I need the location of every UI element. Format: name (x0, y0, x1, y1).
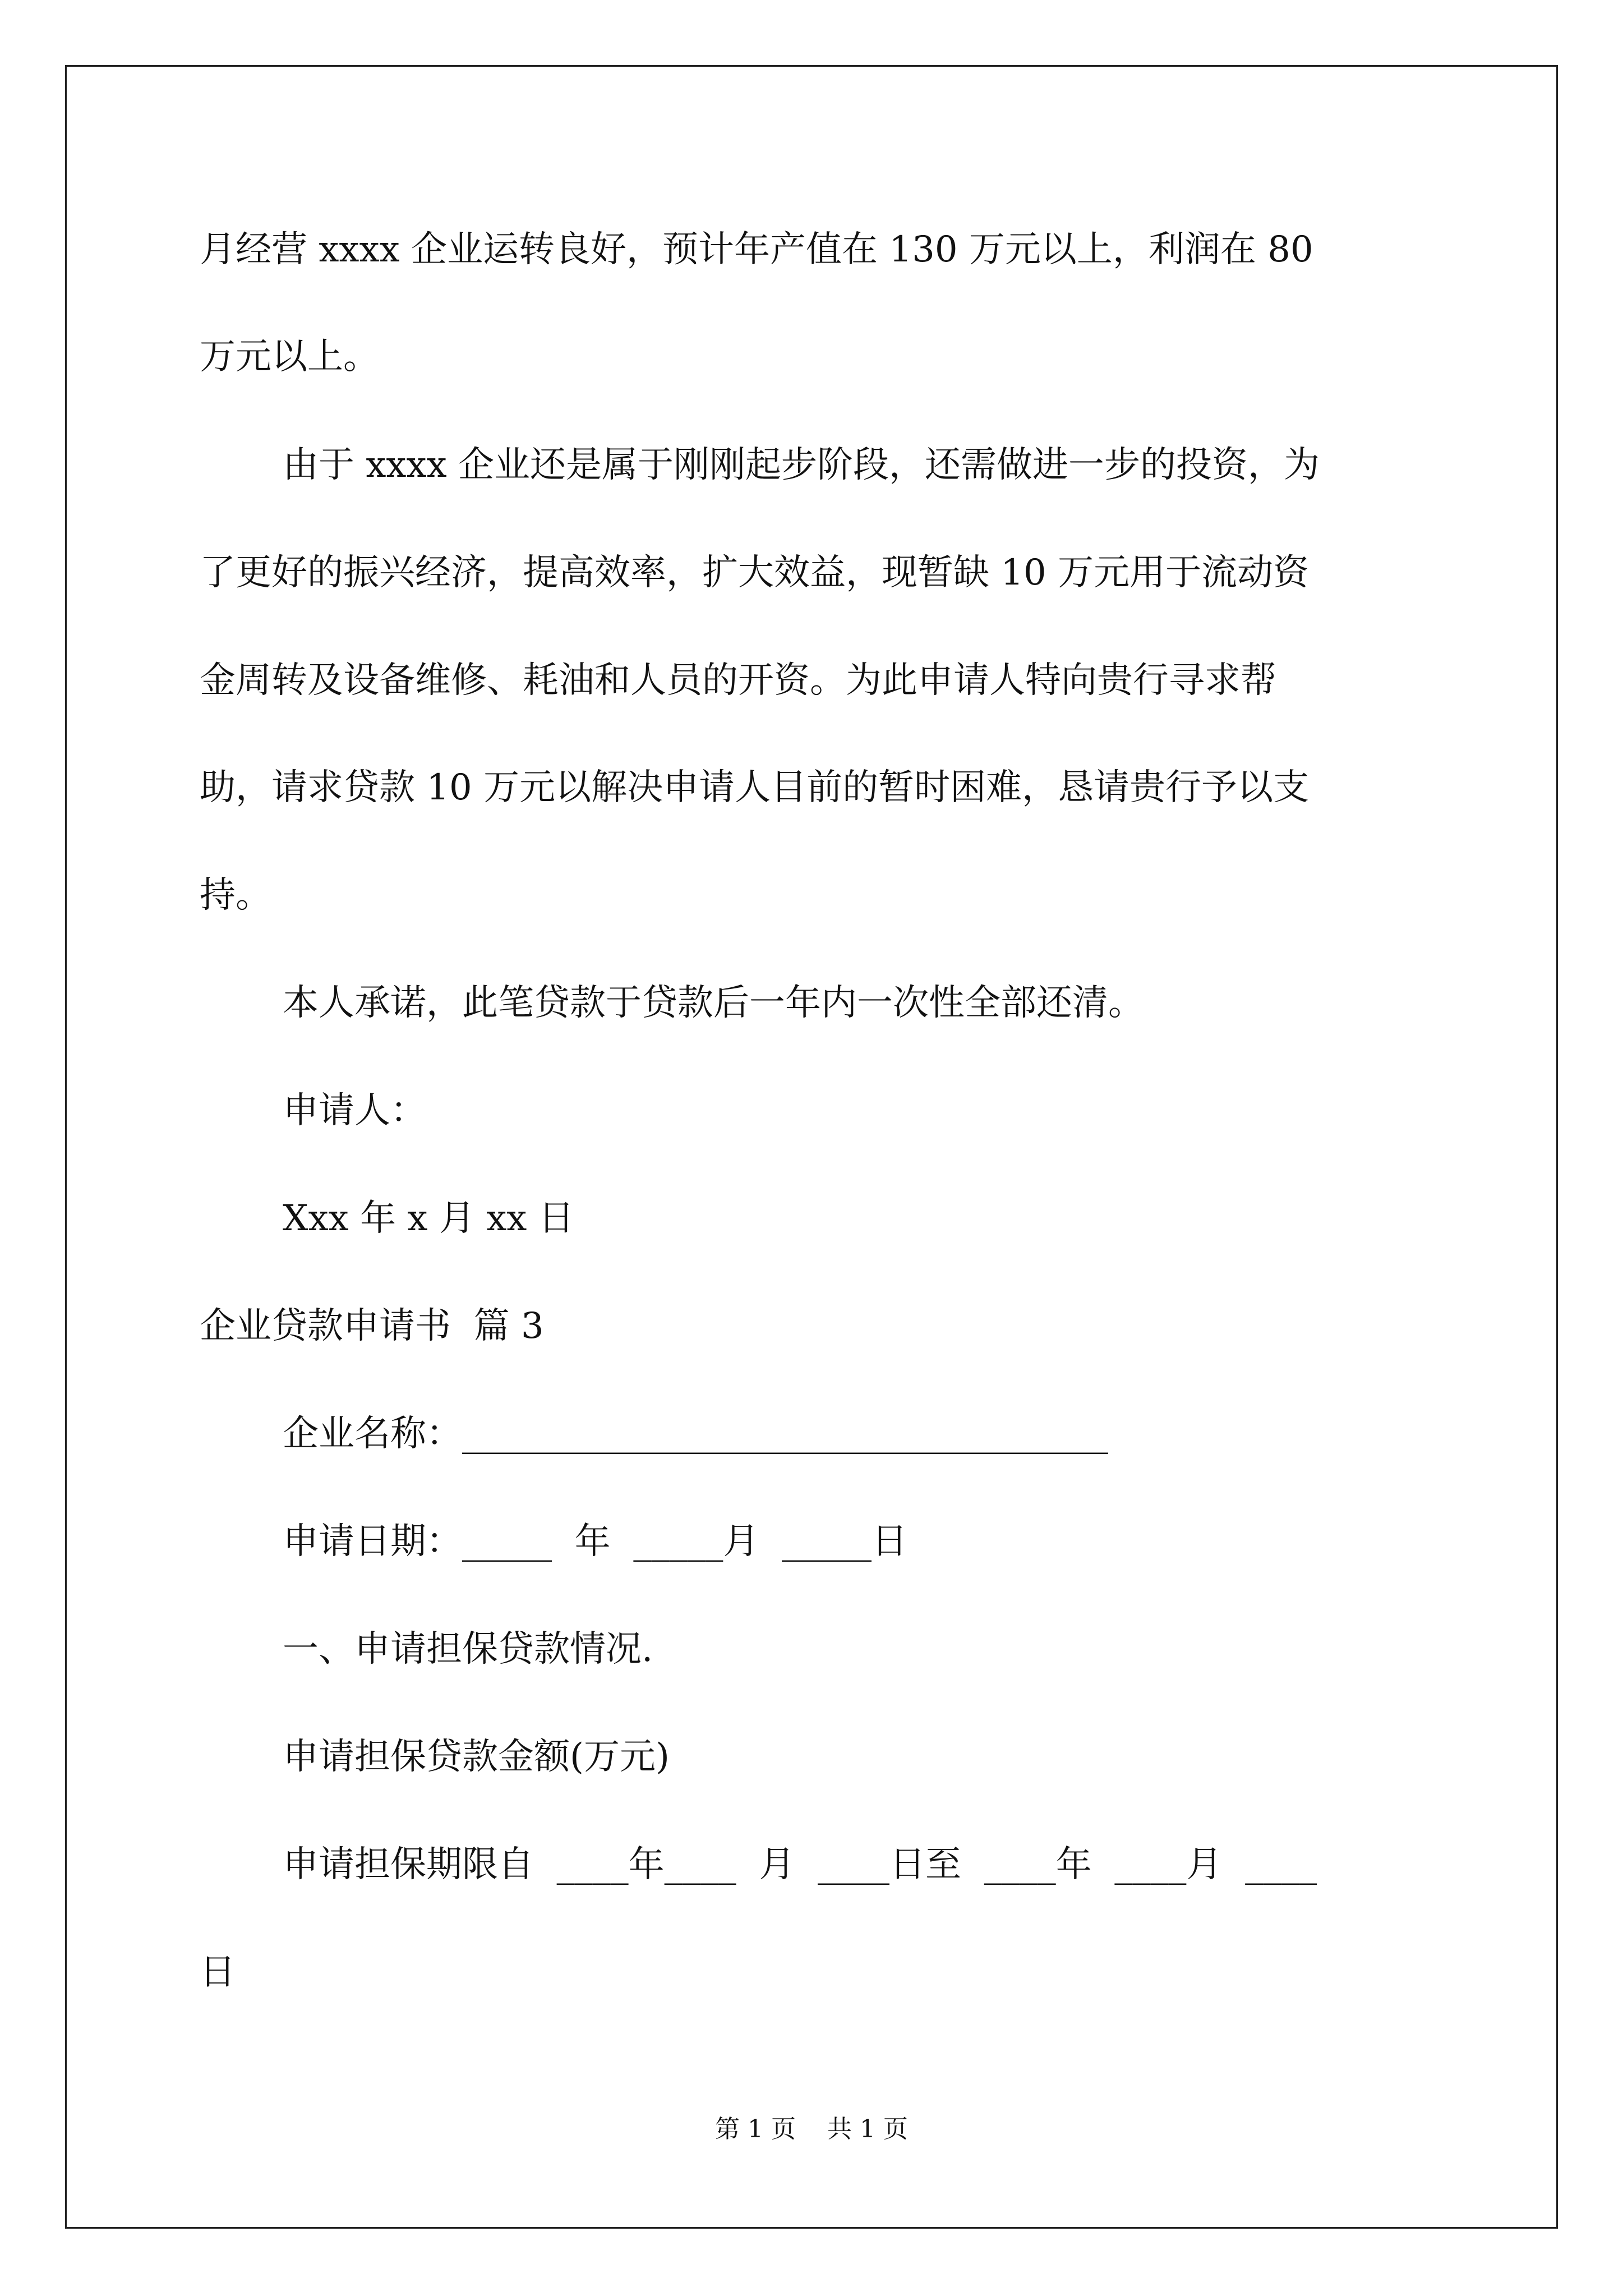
page-footer: 第 1 页 共 1 页 (715, 2115, 908, 2143)
subsection-title: 一、申请担保贷款情况. (283, 1628, 653, 1670)
company-name-line: 企业名称：____________________________________ (283, 1413, 1108, 1455)
guarantee-period-line-1: 申请担保期限自 ____年____ 月 ____日至 ____年 ____月 ____ (283, 1844, 1317, 1885)
applicant-label: 申请人： (283, 1090, 426, 1131)
application-date-line: 申请日期：_____ 年 _____月 _____日 (283, 1521, 908, 1562)
paragraph-2-line-3: 金周转及设备维修、耗油和人员的开资。为此申请人特向贵行寻求帮 (200, 660, 1276, 701)
page-frame (65, 65, 1558, 2229)
paragraph-2-line-4: 助，请求贷款 10 万元以解决申请人目前的暂时困难，恳请贵行予以支 (200, 767, 1310, 808)
loan-amount-label: 申请担保贷款金额(万元) (283, 1736, 670, 1778)
guarantee-period-line-2: 日 (200, 1952, 236, 1993)
paragraph-2-line-2: 了更好的振兴经济，提高效率，扩大效益，现暂缺 10 万元用于流动资 (200, 552, 1310, 593)
paragraph-1-line-2: 万元以上。 (200, 336, 379, 378)
promise-text: 本人承诺，此笔贷款于贷款后一年内一次性全部还清。 (283, 982, 1144, 1024)
paragraph-1-line-1: 月经营 xxxx 企业运转良好，预计年产值在 130 万元以上，利润在 80 (200, 229, 1313, 270)
section-title: 企业贷款申请书 篇 3 (200, 1305, 544, 1347)
paragraph-2-line-5: 持。 (200, 875, 271, 916)
paragraph-2-line-1: 由于 xxxx 企业还是属于刚刚起步阶段，还需做进一步的投资，为 (283, 444, 1320, 486)
date-line: Xxx 年 x 月 xx 日 (283, 1198, 574, 1239)
